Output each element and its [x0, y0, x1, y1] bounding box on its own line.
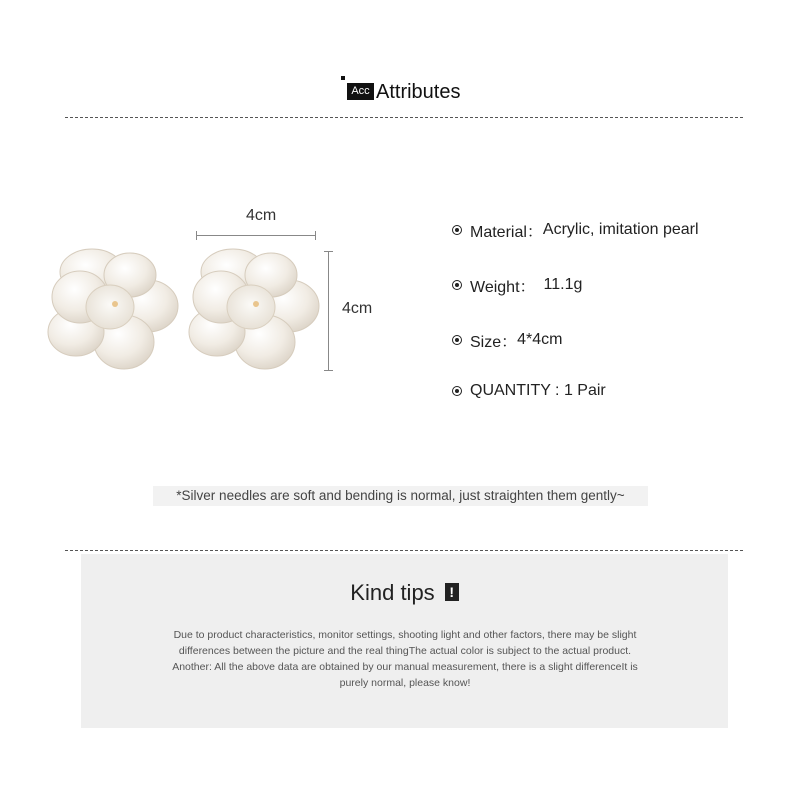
earring-left — [48, 249, 178, 369]
kind-tips-text — [120, 627, 690, 691]
bottom-divider — [65, 550, 743, 551]
bullet-icon — [452, 335, 462, 345]
kind-tips-title — [81, 580, 728, 606]
spec-label: Material： — [470, 223, 543, 241]
earrings-image — [40, 235, 330, 380]
height-tick-top — [324, 251, 333, 252]
header-dot — [341, 76, 345, 80]
spec-value: 4*4cm — [517, 331, 563, 348]
width-tick-right — [315, 231, 316, 240]
spec-weight — [452, 274, 582, 296]
bullet-icon — [452, 225, 462, 235]
spec-label: Weight： — [470, 278, 536, 296]
height-label: 4cm — [342, 300, 373, 317]
kind-tips-heading: Kind tips — [350, 580, 435, 605]
spec-label: Size： — [470, 333, 518, 351]
exclamation-icon: ! — [445, 583, 459, 601]
spec-value: 11.1g — [543, 276, 583, 293]
header-title: Attributes — [376, 81, 461, 103]
height-dimension-line — [328, 251, 329, 371]
tips-line: Due to product characteristics, monitor settings, shooting light and other factors, there may be slight — [173, 629, 637, 641]
spec-size — [452, 329, 563, 351]
tips-line: purely normal, please know! — [339, 677, 471, 689]
care-note: *Silver needles are soft and bending is normal, just straighten them gently~ — [153, 486, 648, 506]
spec-quantity — [452, 380, 606, 402]
header-badge: Acc — [347, 83, 374, 100]
width-label: 4cm — [246, 207, 277, 224]
spec-material — [452, 219, 699, 241]
bullet-icon — [452, 386, 462, 396]
spec-value: Acrylic, imitation pearl — [542, 221, 699, 238]
section-header — [0, 76, 800, 110]
tips-line: Another: All the above data are obtained by our manual measurement, there is a slight differenceIt is — [172, 661, 638, 673]
width-dimension-line — [196, 235, 316, 236]
height-tick-bottom — [324, 370, 333, 371]
earring-right — [189, 249, 319, 369]
top-divider — [65, 117, 743, 118]
bullet-icon — [452, 280, 462, 290]
spec-label: QUANTITY : 1 Pair — [470, 382, 606, 399]
width-tick-left — [196, 231, 197, 240]
tips-line: differences between the picture and the real thingThe actual color is subject to the actual product. — [178, 645, 632, 657]
